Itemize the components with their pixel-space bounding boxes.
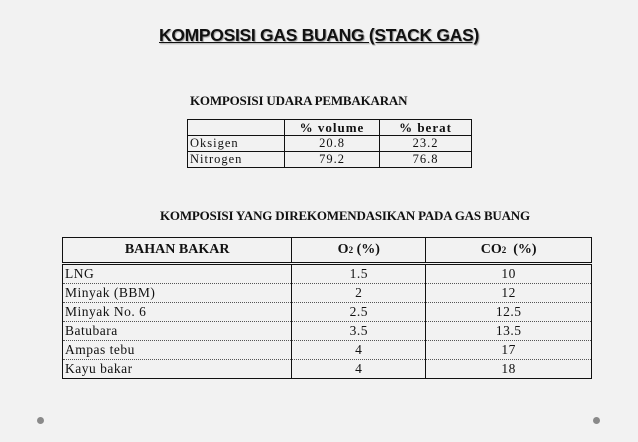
- row-co2: 17: [426, 341, 592, 360]
- table-row: [63, 284, 592, 303]
- row-bahan: Kayu bakar: [63, 360, 292, 379]
- header-volume: % volume: [285, 120, 380, 136]
- udara-table: [187, 119, 472, 168]
- rekomendasi-table: [62, 237, 592, 379]
- table-row: [63, 341, 592, 360]
- header-berat: % berat: [380, 120, 472, 136]
- slide-title: KOMPOSISI GAS BUANG (STACK GAS): [159, 25, 479, 45]
- row-name: Nitrogen: [188, 152, 285, 168]
- row-volume: 20.8: [285, 136, 380, 152]
- row-o2: 4: [292, 341, 426, 360]
- header-bahan: BAHAN BAKAR: [63, 238, 292, 264]
- table-row: [63, 322, 592, 341]
- header-blank: [188, 120, 285, 136]
- table-row: [188, 152, 472, 168]
- table-row: [63, 360, 592, 379]
- row-berat: 76.8: [380, 152, 472, 168]
- table-header-row: [63, 238, 592, 264]
- corner-dot-left: [37, 417, 44, 424]
- table-row: [188, 136, 472, 152]
- rekomendasi-heading: KOMPOSISI YANG DIREKOMENDASIKAN PADA GAS BUANG: [160, 208, 530, 223]
- row-bahan: LNG: [63, 264, 292, 284]
- row-berat: 23.2: [380, 136, 472, 152]
- table-header-row: [188, 120, 472, 136]
- header-o2: O2 (%): [292, 238, 426, 264]
- row-co2: 10: [426, 264, 592, 284]
- row-volume: 79.2: [285, 152, 380, 168]
- row-co2: 13.5: [426, 322, 592, 341]
- table-row: [63, 264, 592, 284]
- corner-dot-right: [593, 417, 600, 424]
- table-row: [63, 303, 592, 322]
- row-co2: 18: [426, 360, 592, 379]
- row-bahan: Minyak (BBM): [63, 284, 292, 303]
- row-bahan: Batubara: [63, 322, 292, 341]
- row-bahan: Ampas tebu: [63, 341, 292, 360]
- row-name: Oksigen: [188, 136, 285, 152]
- row-co2: 12: [426, 284, 592, 303]
- header-co2: CO2 (%): [426, 238, 592, 264]
- row-o2: 4: [292, 360, 426, 379]
- row-o2: 2: [292, 284, 426, 303]
- udara-heading: KOMPOSISI UDARA PEMBAKARAN: [190, 93, 408, 108]
- row-o2: 2.5: [292, 303, 426, 322]
- row-co2: 12.5: [426, 303, 592, 322]
- row-bahan: Minyak No. 6: [63, 303, 292, 322]
- row-o2: 1.5: [292, 264, 426, 284]
- row-o2: 3.5: [292, 322, 426, 341]
